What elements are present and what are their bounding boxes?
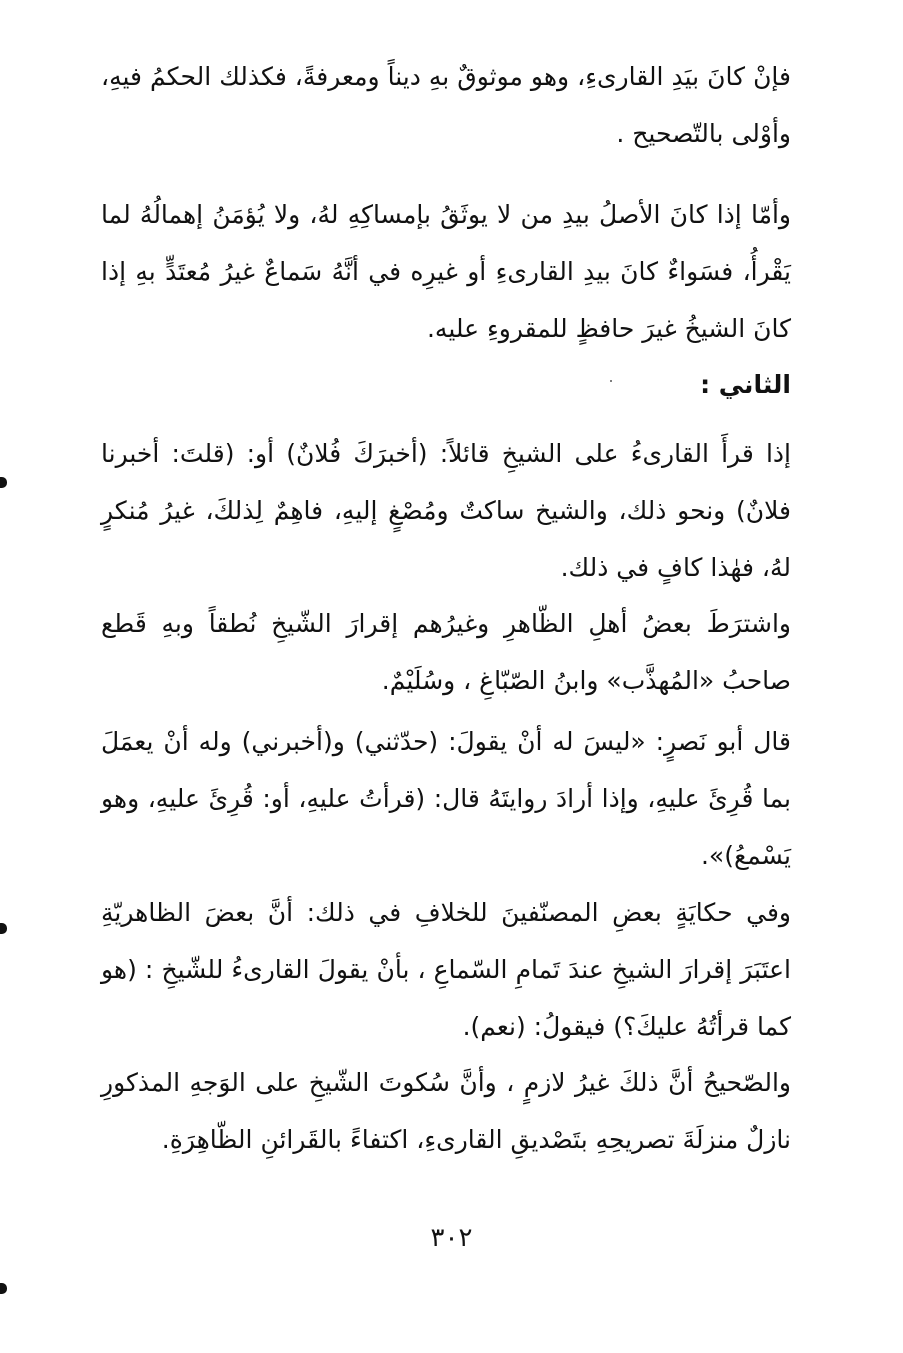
- section-heading: الثاني :: [700, 370, 791, 399]
- paragraph: وفي حكايَةٍ بعضِ المصنّفينَ للخلافِ في ذلك: أنَّ بعضَ الظاهريّةِ اعتَبَرَ إقرارَ الشيخِ عندَ تَمامِ السّماعِ ، بأنْ يقولَ القارىءُ للشّيخِ : (هو كما قرأتُهُ عليكَ؟) فيقولُ: (نعم).: [101, 898, 791, 1041]
- scan-speck: [610, 380, 612, 382]
- paragraph: قال أبو نَصرٍ: «ليسَ له أنْ يقولَ: (حدّثني) و(أخبرني) وله أنْ يعمَلَ بما قُرِئَ عليهِ، وإذا أرادَ روايتَهُ قال: (قرأتُ عليهِ، أو: قُرِئَ عليهِ، وهو يَسْمعُ)».: [101, 727, 791, 870]
- paragraph: واشترَطَ بعضُ أهلِ الظّاهرِ وغيرُهم إقرارَ الشّيخِ نُطقاً وبهِ قَطع صاحبُ «المُهذَّب» وابنُ الصّبّاغِ ، وسُلَيْمٌ.: [101, 609, 791, 695]
- binding-hole-mark: [0, 1283, 7, 1294]
- paragraph: والصّحيحُ أنَّ ذلكَ غيرُ لازمٍ ، وأنَّ سُكوتَ الشّيخِ على الوَجهِ المذكورِ نازلٌ منزلَةَ تصريحِهِ بتَصْديقِ القارىءِ، اكتفاءً بالقَرائنِ الظّاهِرَةِ.: [101, 1068, 791, 1154]
- paragraph: وأمّا إذا كانَ الأصلُ بيدِ من لا يوثَقُ بإمساكِهِ لهُ، ولا يُؤمَنُ إهمالُهُ لما يَقْرأُ، فسَواءٌ كانَ بيدِ القارىءِ أو غيرِه في أنَّهُ سَماعٌ غيرُ مُعتَدٍّ بهِ إذا كانَ الشيخُ غيرَ حافظٍ للمقروءِ عليه.: [101, 200, 791, 343]
- page-number: ٣٠٢: [430, 1223, 473, 1253]
- paragraph: إذا قرأَ القارىءُ على الشيخِ قائلاً: (أخبرَكَ فُلانٌ) أو: (قلتَ: أخبرنا فلانٌ) ونحو ذلك، والشيخ ساكتٌ ومُصْغٍ إليهِ، فاهِمٌ لِذلكَ، غيرُ مُنكرٍ لهُ، فهٰذا كافٍ في ذلك.: [101, 439, 791, 582]
- binding-hole-mark: [0, 477, 7, 488]
- paragraph: فإنْ كانَ بيَدِ القارىءِ، وهو موثوقٌ بهِ ديناً ومعرفةً، فكذلك الحكمُ فيهِ، وأوْلى بالتّصحيح .: [101, 62, 791, 148]
- binding-hole-mark: [0, 923, 7, 934]
